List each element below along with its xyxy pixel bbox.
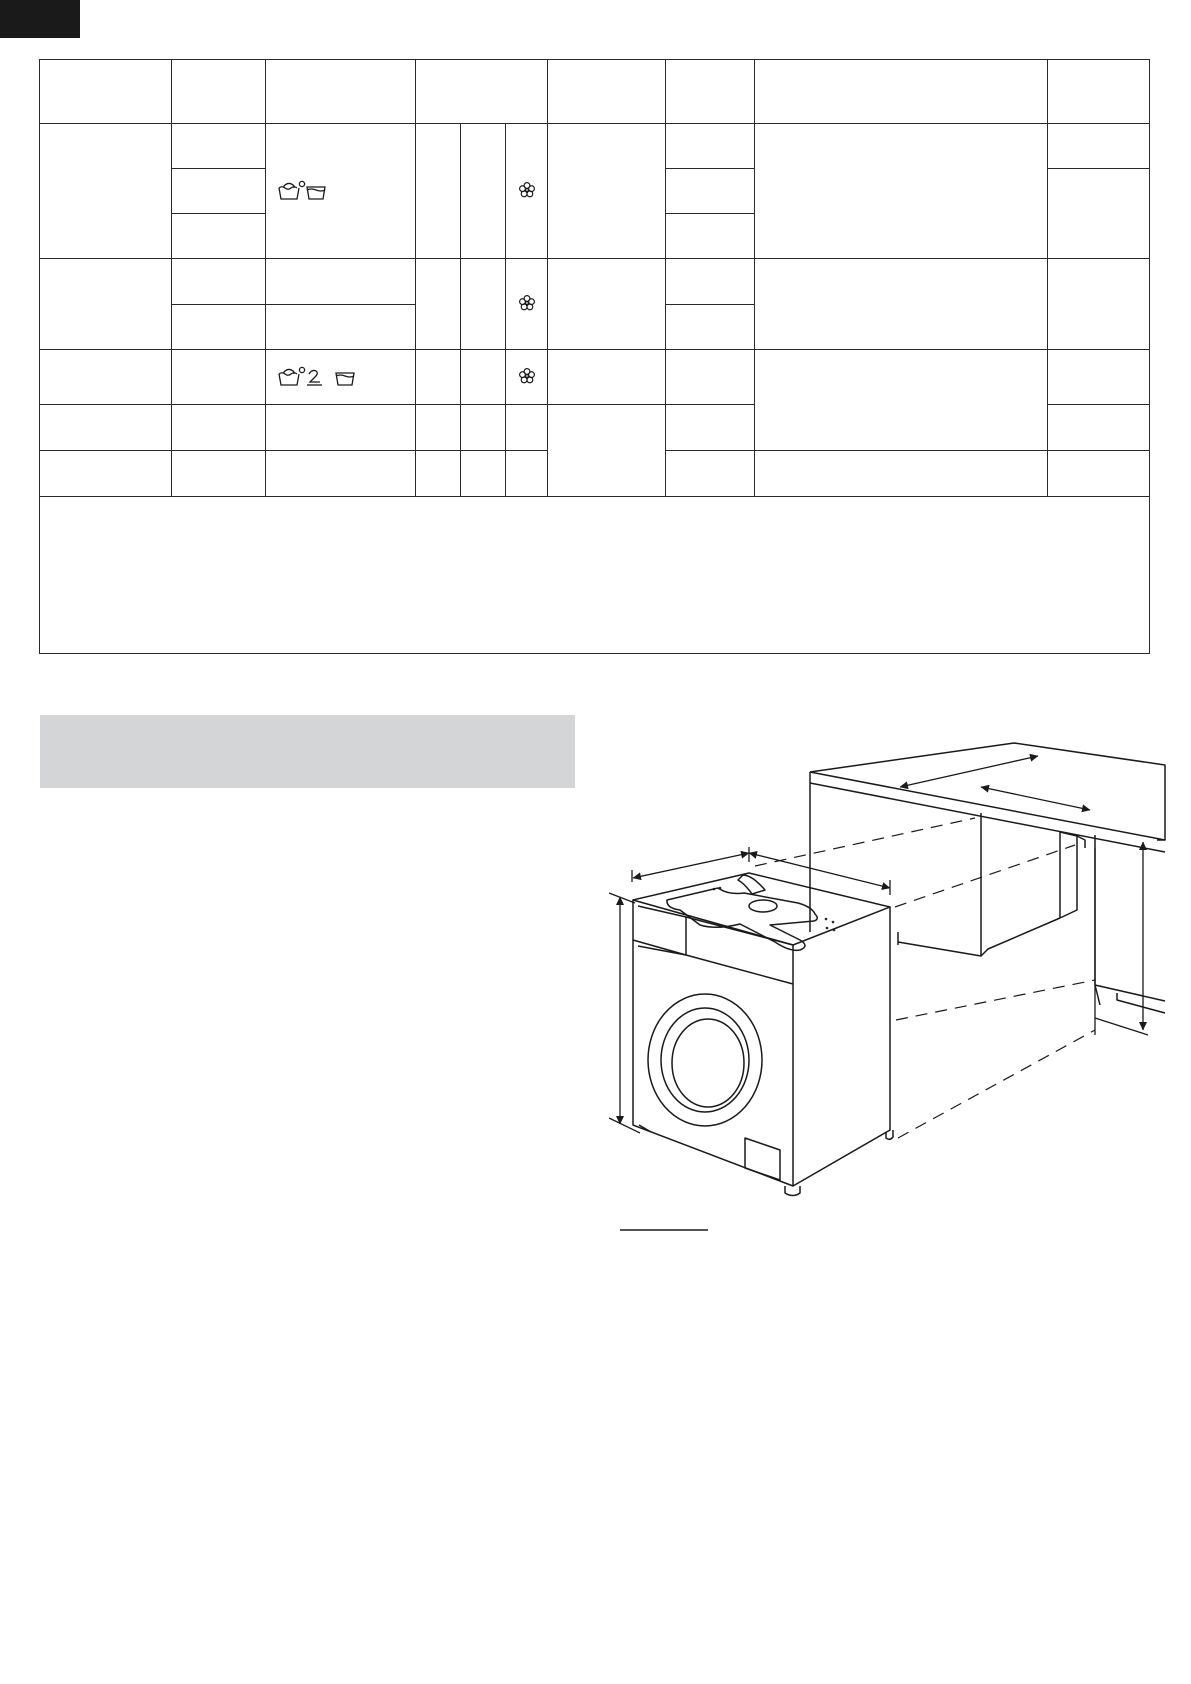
table-cell [266,305,416,350]
table-cell [548,405,666,497]
table-row [40,124,1150,169]
table-cell [506,124,548,259]
table-cell [172,305,266,350]
table-cell [172,169,266,214]
table-cell [1048,405,1150,451]
header-cell [755,60,1048,124]
table-cell [755,451,1048,497]
header-cell [40,60,172,124]
table-cell [666,169,755,214]
table-cell [548,350,666,405]
table-row [40,350,1150,405]
table-cell [666,214,755,259]
table-cell [266,124,416,259]
table-cell [40,405,172,451]
table-cell [461,350,506,405]
table-cell [172,214,266,259]
table-cell [755,259,1048,350]
header-cell [266,60,416,124]
table-cell [1048,350,1150,405]
installation-diagram [598,735,1168,1240]
washing-machine-icon [633,873,893,1196]
table-cell [1048,124,1150,169]
table-cell [666,451,755,497]
table-cell [548,259,666,350]
table-cell [266,451,416,497]
table-cell [1048,259,1150,350]
header-cell [666,60,755,124]
table-cell [416,405,461,451]
table-cell [40,124,172,259]
flower-icon [518,367,536,385]
table-cell [40,259,172,350]
table-cell [755,124,1048,259]
program-table [39,59,1150,654]
table-cell [416,259,461,350]
flower-icon [518,294,536,312]
table-cell [416,124,461,259]
table-cell [266,350,416,405]
table-cell [666,259,755,305]
header-cell [172,60,266,124]
page-corner-tab [0,0,80,38]
table-cell [506,405,548,451]
table-cell [666,350,755,405]
header-cell [1048,60,1150,124]
table-cell [416,350,461,405]
section-heading-bar [40,715,575,788]
table-notes-row [40,497,1150,654]
prewash-conditioner-main-icon [276,365,356,387]
table-cell [461,451,506,497]
notes-cell [40,497,1150,654]
table-cell [666,305,755,350]
table-cell [266,405,416,451]
table-cell [172,350,266,405]
table-cell [172,451,266,497]
flower-icon [518,181,536,199]
table-cell [40,451,172,497]
table-cell [755,350,1048,451]
table-cell [40,350,172,405]
dimension-lines [755,818,1095,1138]
table-cell [266,259,416,305]
table-cell [461,124,506,259]
table-cell [506,259,548,350]
table-cell [548,124,666,259]
table-cell [461,259,506,350]
kitchen-worktop-icon [810,743,1165,1013]
table-cell [506,451,548,497]
table-cell [172,259,266,305]
header-cell [548,60,666,124]
table-cell [461,405,506,451]
header-cell [416,60,548,124]
table-cell [172,124,266,169]
table-cell [666,405,755,451]
table-cell [666,124,755,169]
dimension-arrows [609,756,1148,1133]
prewash-main-wash-icon [276,179,326,201]
table-cell [172,405,266,451]
table-row [40,259,1150,305]
table-cell [1048,169,1150,259]
table-cell [416,451,461,497]
table-header-row [40,60,1150,124]
table-cell [506,350,548,405]
table-cell [1048,451,1150,497]
